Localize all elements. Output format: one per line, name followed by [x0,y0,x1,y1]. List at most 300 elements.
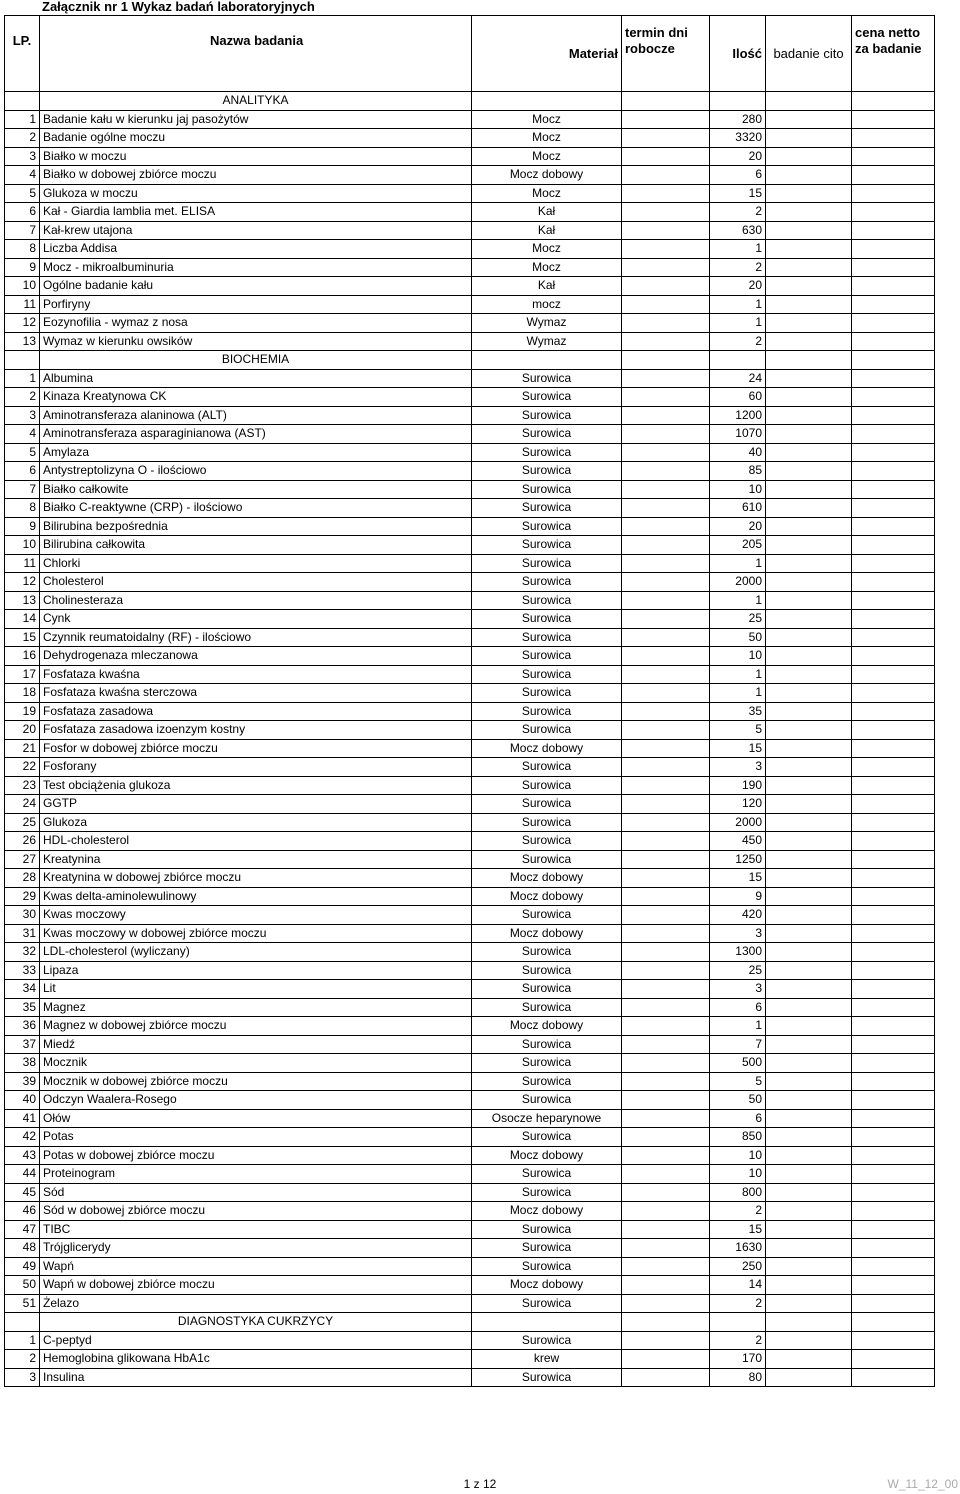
row-ilosc: 1 [710,684,766,703]
row-name: Eozynofilia - wymaz z nosa [40,314,472,333]
empty-cell [622,351,710,370]
table-row [5,610,935,629]
row-ilosc: 800 [710,1183,766,1202]
row-cito [766,1072,852,1091]
row-name: Fosfataza kwaśna sterczowa [40,684,472,703]
empty-cell [5,92,40,111]
row-lp: 26 [5,832,40,851]
row-cito [766,129,852,148]
row-name: Czynnik reumatoidalny (RF) - ilościowo [40,628,472,647]
table-row [5,591,935,610]
table-row [5,462,935,481]
row-ilosc: 420 [710,906,766,925]
row-cena [852,573,935,592]
row-material: Surowica [472,388,622,407]
row-name: Test obciążenia glukoza [40,776,472,795]
row-lp: 50 [5,1276,40,1295]
row-cito [766,998,852,1017]
row-cito [766,1128,852,1147]
row-termin [622,739,710,758]
row-cena [852,813,935,832]
row-name: Fosfataza kwaśna [40,665,472,684]
row-name: Kał - Giardia lamblia met. ELISA [40,203,472,222]
row-termin [622,573,710,592]
table-row [5,628,935,647]
row-termin [622,480,710,499]
row-cena [852,1146,935,1165]
table-row [5,480,935,499]
row-name: Wapń [40,1257,472,1276]
table-row [5,110,935,129]
row-cito [766,684,852,703]
row-name: Albumina [40,369,472,388]
row-lp: 23 [5,776,40,795]
row-lp: 9 [5,258,40,277]
row-termin [622,369,710,388]
row-cena [852,166,935,185]
row-cito [766,1017,852,1036]
empty-cell [472,1313,622,1332]
row-cena [852,1054,935,1073]
table-row [5,998,935,1017]
row-cito [766,795,852,814]
row-cena [852,406,935,425]
table-row [5,277,935,296]
row-material: Surowica [472,462,622,481]
header-cena: cena netto za badanie [852,16,935,92]
row-lp: 2 [5,129,40,148]
row-lp: 5 [5,184,40,203]
table-row [5,1220,935,1239]
row-cito [766,277,852,296]
row-cena [852,1276,935,1295]
table-row [5,961,935,980]
row-material: Surowica [472,1165,622,1184]
row-cito [766,832,852,851]
row-name: Ołów [40,1109,472,1128]
row-termin [622,684,710,703]
row-termin [622,758,710,777]
row-name: Liczba Addisa [40,240,472,259]
row-lp: 29 [5,887,40,906]
table-row [5,203,935,222]
row-termin [622,610,710,629]
row-lp: 44 [5,1165,40,1184]
row-material: Surowica [472,1183,622,1202]
row-ilosc: 630 [710,221,766,240]
table-row [5,850,935,869]
row-termin [622,1331,710,1350]
row-cito [766,258,852,277]
row-termin [622,869,710,888]
row-lp: 28 [5,869,40,888]
row-cena [852,943,935,962]
row-ilosc: 1 [710,1017,766,1036]
row-cito [766,166,852,185]
row-cito [766,1091,852,1110]
row-cito [766,869,852,888]
row-termin [622,1017,710,1036]
row-termin [622,517,710,536]
row-termin [622,1368,710,1387]
row-termin [622,776,710,795]
row-termin [622,388,710,407]
row-ilosc: 2000 [710,573,766,592]
empty-cell [852,351,935,370]
row-termin [622,906,710,925]
row-material: Mocz dobowy [472,166,622,185]
row-cena [852,295,935,314]
row-cito [766,1202,852,1221]
row-termin [622,166,710,185]
row-cena [852,1091,935,1110]
row-lp: 4 [5,425,40,444]
table-row [5,758,935,777]
row-name: Mocznik w dobowej zbiórce moczu [40,1072,472,1091]
table-row [5,721,935,740]
row-material: Surowica [472,906,622,925]
row-ilosc: 15 [710,869,766,888]
row-material: Surowica [472,628,622,647]
row-cena [852,1035,935,1054]
row-ilosc: 120 [710,795,766,814]
row-name: C-peptyd [40,1331,472,1350]
row-ilosc: 25 [710,610,766,629]
row-termin [622,1239,710,1258]
row-name: Białko C-reaktywne (CRP) - ilościowo [40,499,472,518]
row-termin [622,1091,710,1110]
row-ilosc: 1 [710,240,766,259]
row-lp: 48 [5,1239,40,1258]
table-row [5,1165,935,1184]
row-termin [622,332,710,351]
empty-cell [710,92,766,111]
row-material: Surowica [472,647,622,666]
row-cito [766,221,852,240]
row-lp: 43 [5,1146,40,1165]
row-ilosc: 50 [710,1091,766,1110]
row-termin [622,499,710,518]
row-cito [766,1331,852,1350]
row-lp: 7 [5,221,40,240]
row-ilosc: 170 [710,1350,766,1369]
row-lp: 8 [5,240,40,259]
row-cena [852,314,935,333]
row-ilosc: 1 [710,295,766,314]
row-cena [852,591,935,610]
row-cito [766,314,852,333]
row-lp: 18 [5,684,40,703]
row-cito [766,813,852,832]
section-title: DIAGNOSTYKA CUKRZYCY [40,1313,472,1332]
row-lp: 13 [5,591,40,610]
row-name: Wymaz w kierunku owsików [40,332,472,351]
row-lp: 1 [5,369,40,388]
row-ilosc: 35 [710,702,766,721]
row-cito [766,1054,852,1073]
row-cito [766,388,852,407]
row-material: Surowica [472,980,622,999]
row-cena [852,1239,935,1258]
row-name: Miedź [40,1035,472,1054]
row-material: Surowica [472,443,622,462]
row-material: Surowica [472,758,622,777]
row-cena [852,1128,935,1147]
row-ilosc: 3320 [710,129,766,148]
row-cena [852,887,935,906]
row-cito [766,1165,852,1184]
row-cena [852,1017,935,1036]
row-cito [766,924,852,943]
table-row [5,406,935,425]
row-termin [622,554,710,573]
row-ilosc: 280 [710,110,766,129]
row-cito [766,1350,852,1369]
row-cena [852,721,935,740]
row-cena [852,110,935,129]
row-ilosc: 205 [710,536,766,555]
row-lp: 10 [5,536,40,555]
table-row [5,1350,935,1369]
table-row [5,980,935,999]
table-row [5,1257,935,1276]
row-termin [622,443,710,462]
row-cena [852,980,935,999]
table-row [5,443,935,462]
row-termin [622,1202,710,1221]
row-cena [852,832,935,851]
row-cito [766,573,852,592]
row-cito [766,184,852,203]
row-cito [766,647,852,666]
row-termin [622,406,710,425]
row-cito [766,758,852,777]
table-row [5,795,935,814]
row-ilosc: 25 [710,961,766,980]
empty-cell [710,1313,766,1332]
row-name: Odczyn Waalera-Rosego [40,1091,472,1110]
row-lp: 37 [5,1035,40,1054]
table-row [5,1294,935,1313]
row-termin [622,147,710,166]
row-cito [766,1146,852,1165]
row-material: Surowica [472,480,622,499]
row-lp: 20 [5,721,40,740]
row-cito [766,1257,852,1276]
row-cito [766,536,852,555]
row-name: Bilirubina bezpośrednia [40,517,472,536]
table-row [5,573,935,592]
row-termin [622,961,710,980]
row-cito [766,332,852,351]
table-row [5,665,935,684]
header-cito: badanie cito [766,16,852,92]
row-cena [852,332,935,351]
row-material: Mocz dobowy [472,1146,622,1165]
row-termin [622,462,710,481]
table-row [5,332,935,351]
row-name: Aminotransferaza asparaginianowa (AST) [40,425,472,444]
row-material: Mocz dobowy [472,869,622,888]
table-row [5,240,935,259]
row-name: Żelazo [40,1294,472,1313]
empty-cell [766,351,852,370]
row-cito [766,203,852,222]
table-row [5,425,935,444]
row-material: krew [472,1350,622,1369]
row-cena [852,776,935,795]
row-termin [622,1220,710,1239]
row-name: Kwas moczowy [40,906,472,925]
row-cito [766,776,852,795]
row-ilosc: 3 [710,758,766,777]
table-row [5,1368,935,1387]
document-title: Załącznik nr 1 Wykaz badań laboratoryjnych [42,0,315,14]
empty-cell [852,92,935,111]
row-name: Potas w dobowej zbiórce moczu [40,1146,472,1165]
table-row [5,1035,935,1054]
tests-table [4,15,935,1387]
row-termin [622,721,710,740]
row-termin [622,998,710,1017]
row-ilosc: 14 [710,1276,766,1295]
header-ilosc: Ilość [710,16,766,92]
table-row [5,517,935,536]
row-lp: 30 [5,906,40,925]
row-cito [766,1220,852,1239]
empty-cell [766,1313,852,1332]
table-row [5,906,935,925]
table-row [5,1072,935,1091]
row-name: Magnez w dobowej zbiórce moczu [40,1017,472,1036]
row-cena [852,1331,935,1350]
row-lp: 27 [5,850,40,869]
row-name: Potas [40,1128,472,1147]
row-cena [852,1202,935,1221]
row-material: Mocz [472,129,622,148]
row-material: Osocze heparynowe [472,1109,622,1128]
row-cito [766,1239,852,1258]
header-termin: termin dni robocze [622,16,710,92]
row-termin [622,832,710,851]
row-termin [622,1165,710,1184]
row-cito [766,610,852,629]
header-row [5,16,935,92]
row-cena [852,258,935,277]
row-lp: 21 [5,739,40,758]
table-row [5,388,935,407]
row-cena [852,684,935,703]
row-lp: 38 [5,1054,40,1073]
empty-cell [5,351,40,370]
empty-cell [622,92,710,111]
row-name: Hemoglobina glikowana HbA1c [40,1350,472,1369]
table-row [5,221,935,240]
row-cito [766,591,852,610]
row-lp: 10 [5,277,40,296]
row-cito [766,702,852,721]
row-cena [852,998,935,1017]
row-material: Surowica [472,832,622,851]
row-termin [622,1109,710,1128]
row-termin [622,295,710,314]
row-termin [622,795,710,814]
row-material: mocz [472,295,622,314]
row-cena [852,369,935,388]
row-cito [766,1183,852,1202]
row-cena [852,665,935,684]
row-lp: 24 [5,795,40,814]
row-lp: 5 [5,443,40,462]
row-material: Kał [472,277,622,296]
row-ilosc: 1630 [710,1239,766,1258]
row-ilosc: 10 [710,1165,766,1184]
row-lp: 8 [5,499,40,518]
row-cena [852,443,935,462]
row-cito [766,147,852,166]
row-lp: 51 [5,1294,40,1313]
row-cito [766,406,852,425]
row-termin [622,887,710,906]
table-row [5,536,935,555]
row-ilosc: 2 [710,1202,766,1221]
row-ilosc: 24 [710,369,766,388]
row-name: Kwas moczowy w dobowej zbiórce moczu [40,924,472,943]
row-cito [766,110,852,129]
table-row [5,295,935,314]
row-ilosc: 20 [710,147,766,166]
table-row [5,1331,935,1350]
row-lp: 11 [5,554,40,573]
empty-cell [5,1313,40,1332]
row-material: Kał [472,203,622,222]
row-cena [852,388,935,407]
row-lp: 2 [5,1350,40,1369]
row-cito [766,739,852,758]
row-name: Kinaza Kreatynowa CK [40,388,472,407]
row-termin [622,536,710,555]
row-name: Wapń w dobowej zbiórce moczu [40,1276,472,1295]
row-termin [622,980,710,999]
row-material: Surowica [472,369,622,388]
row-name: Sód w dobowej zbiórce moczu [40,1202,472,1221]
table-row [5,147,935,166]
table-row [5,1091,935,1110]
row-material: Surowica [472,702,622,721]
row-ilosc: 1 [710,314,766,333]
row-lp: 15 [5,628,40,647]
row-ilosc: 6 [710,1109,766,1128]
page-number: 1 z 12 [463,1477,497,1491]
row-name: Bilirubina całkowita [40,536,472,555]
row-cena [852,1072,935,1091]
row-name: Białko w dobowej zbiórce moczu [40,166,472,185]
row-lp: 11 [5,295,40,314]
row-name: Fosfor w dobowej zbiórce moczu [40,739,472,758]
row-material: Surowica [472,1091,622,1110]
row-cena [852,221,935,240]
row-material: Surowica [472,1128,622,1147]
row-material: Surowica [472,554,622,573]
row-name: Fosforany [40,758,472,777]
row-cena [852,480,935,499]
row-name: Ogólne badanie kału [40,277,472,296]
row-lp: 46 [5,1202,40,1221]
row-lp: 14 [5,610,40,629]
row-cito [766,943,852,962]
row-termin [622,277,710,296]
row-name: Glukoza w moczu [40,184,472,203]
